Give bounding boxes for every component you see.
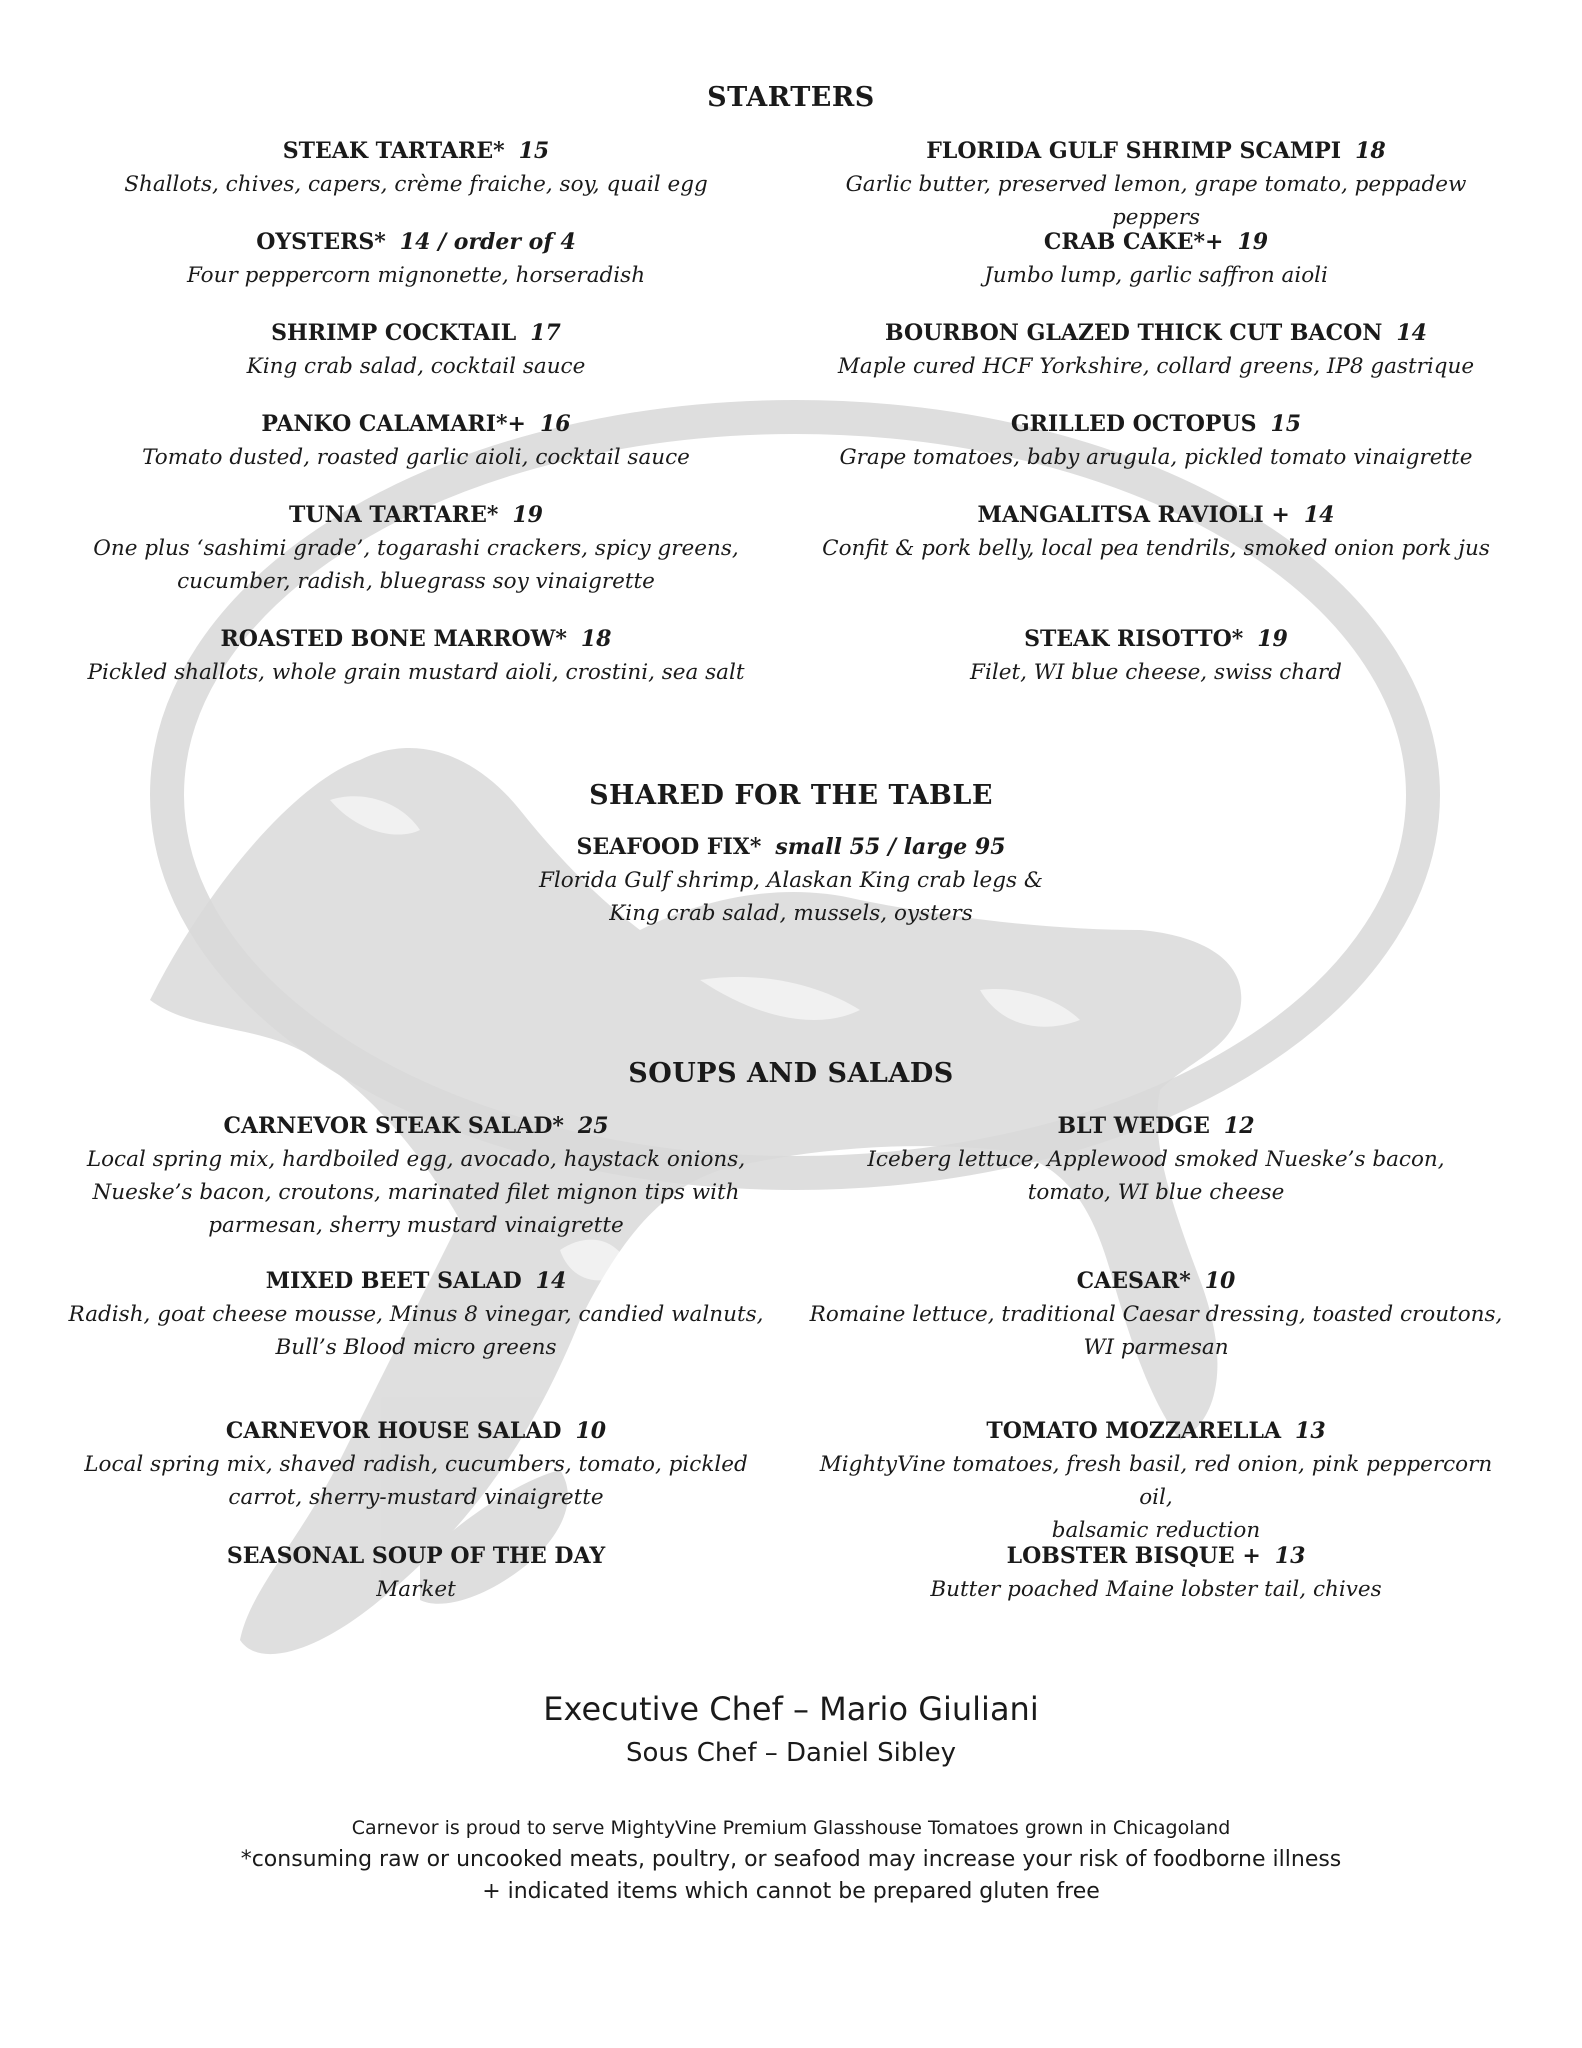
- item-price: 19: [512, 502, 543, 528]
- item-name: CRAB CAKE*+: [1043, 229, 1224, 255]
- item-name: CARNEVOR HOUSE SALAD: [225, 1418, 562, 1444]
- item-name: BOURBON GLAZED THICK CUT BACON: [885, 320, 1383, 346]
- menu-item-tuna-tartare: [66, 499, 766, 598]
- item-price: 25: [577, 1113, 609, 1139]
- footer-gluten-note: + indicated items which cannot be prepared gluten free: [482, 1879, 1100, 1904]
- item-description: balsamic reduction: [1051, 1518, 1261, 1543]
- item-price: 13: [1274, 1543, 1306, 1569]
- item-name: LOBSTER BISQUE +: [1006, 1543, 1261, 1569]
- item-description: Nueske’s bacon, croutons, marinated filet mignon tips with: [92, 1180, 740, 1205]
- item-description: Grape tomatoes, baby arugula, pickled tomato vinaigrette: [839, 445, 1473, 470]
- item-name: CAESAR*: [1076, 1268, 1191, 1294]
- item-name: ROASTED BONE MARROW*: [220, 626, 567, 652]
- item-description: Filet, WI blue cheese, swiss chard: [970, 660, 1342, 685]
- item-price: 17: [530, 320, 561, 346]
- item-price: 14 / order of 4: [399, 229, 576, 255]
- menu-item-seafood-fix: [391, 831, 1191, 930]
- item-description: parmesan, sherry mustard vinaigrette: [208, 1213, 624, 1238]
- menu-item-caesar: [806, 1265, 1506, 1364]
- item-description: Florida Gulf shrimp, Alaskan King crab legs &: [538, 868, 1044, 893]
- item-description: Local spring mix, hardboiled egg, avocado, haystack onions,: [86, 1147, 746, 1172]
- item-description: MightyVine tomatoes, fresh basil, red onion, pink peppercorn oil,: [819, 1452, 1493, 1510]
- sous-chef: Sous Chef – Daniel Sibley: [626, 1738, 956, 1768]
- menu-item-florida-gulf-shrimp-scampi: [806, 135, 1506, 234]
- item-name: BLT WEDGE: [1057, 1113, 1210, 1139]
- item-name: STEAK RISOTTO*: [1024, 626, 1244, 652]
- item-name: PANKO CALAMARI*+: [261, 411, 526, 437]
- item-name: FLORIDA GULF SHRIMP SCAMPI: [926, 138, 1342, 164]
- item-price: 14: [1303, 502, 1335, 528]
- item-description: cucumber, radish, bluegrass soy vinaigrette: [177, 569, 655, 594]
- item-price: 12: [1223, 1113, 1255, 1139]
- item-description: One plus ‘sashimi grade’, togarashi crackers, spicy greens,: [93, 536, 739, 561]
- item-price: 10: [1204, 1268, 1236, 1294]
- menu-item-roasted-bone-marrow: [66, 623, 766, 689]
- item-price: 19: [1257, 626, 1288, 652]
- footer-tomato-note: Carnevor is proud to serve MightyVine Premium Glasshouse Tomatoes grown in Chicagoland: [351, 1817, 1231, 1839]
- item-name: SEASONAL SOUP OF THE DAY: [226, 1543, 606, 1569]
- item-description: Garlic butter, preserved lemon, grape tomato, peppadew peppers: [845, 172, 1467, 230]
- item-description: Iceberg lettuce, Applewood smoked Nueske’s bacon,: [867, 1147, 1445, 1172]
- item-name: STEAK TARTARE*: [282, 138, 505, 164]
- item-description: Butter poached Maine lobster tail, chives: [930, 1577, 1382, 1602]
- item-name: SHRIMP COCKTAIL: [271, 320, 517, 346]
- footer-consumption-warning: *consuming raw or uncooked meats, poultry, or seafood may increase your risk of foodborne illness: [240, 1847, 1342, 1872]
- item-name: MIXED BEET SALAD: [265, 1268, 522, 1294]
- menu-item-crab-cake: [806, 226, 1506, 292]
- item-name: CARNEVOR STEAK SALAD*: [223, 1113, 564, 1139]
- item-description: Shallots, chives, capers, crème fraiche, soy, quail egg: [124, 172, 708, 197]
- item-price: 15: [518, 138, 550, 164]
- menu-item-steak-risotto: [806, 623, 1506, 689]
- menu-item-bourbon-glazed-thick-cut-bacon: [806, 317, 1506, 383]
- starters-heading: STARTERS: [707, 82, 875, 113]
- item-description: WI parmesan: [1083, 1335, 1229, 1360]
- item-description: carrot, sherry-mustard vinaigrette: [228, 1485, 604, 1510]
- item-price: 14: [1396, 320, 1427, 346]
- menu-item-carnevor-house-salad: [66, 1415, 766, 1514]
- menu-item-grilled-octopus: [806, 408, 1506, 474]
- item-name: MANGALITSA RAVIOLI +: [977, 502, 1290, 528]
- item-description: Maple cured HCF Yorkshire, collard greens, IP8 gastrique: [837, 354, 1475, 379]
- menu-item-mixed-beet-salad: [66, 1265, 766, 1364]
- item-name: TUNA TARTARE*: [289, 502, 499, 528]
- item-price: small 55 / large 95: [775, 834, 1006, 860]
- item-description: tomato, WI blue cheese: [1027, 1180, 1285, 1205]
- item-price: 16: [539, 411, 571, 437]
- item-name: TOMATO MOZZARELLA: [986, 1418, 1282, 1444]
- item-price: 18: [580, 626, 612, 652]
- item-description: King crab salad, mussels, oysters: [609, 901, 973, 926]
- menu-item-panko-calamari: [66, 408, 766, 474]
- menu-item-steak-tartare: [66, 135, 766, 201]
- item-price: 19: [1237, 229, 1269, 255]
- menu-item-seasonal-soup-of-the-day: [66, 1540, 766, 1606]
- item-name: OYSTERS*: [256, 229, 386, 255]
- item-description: Radish, goat cheese mousse, Minus 8 vinegar, candied walnuts,: [68, 1302, 764, 1327]
- menu-item-tomato-mozzarella: [806, 1415, 1506, 1547]
- item-description: Bull’s Blood micro greens: [275, 1335, 557, 1360]
- executive-chef: Executive Chef – Mario Giuliani: [543, 1690, 1039, 1728]
- item-description: Jumbo lump, garlic saffron aioli: [984, 263, 1328, 288]
- item-price: 18: [1355, 138, 1386, 164]
- item-price: 14: [535, 1268, 567, 1294]
- item-price: 15: [1270, 411, 1302, 437]
- item-description: Confit & pork belly, local pea tendrils, smoked onion pork jus: [822, 536, 1490, 561]
- item-name: GRILLED OCTOPUS: [1010, 411, 1257, 437]
- menu-item-lobster-bisque: [806, 1540, 1506, 1606]
- item-price: 10: [575, 1418, 607, 1444]
- menu-item-oysters: [66, 226, 766, 292]
- item-description: Romaine lettuce, traditional Caesar dressing, toasted croutons,: [809, 1302, 1503, 1327]
- item-description: King crab salad, cocktail sauce: [246, 354, 586, 379]
- soups-heading: SOUPS AND SALADS: [628, 1058, 954, 1089]
- shared-heading: SHARED FOR THE TABLE: [589, 780, 993, 811]
- menu-item-mangalitsa-ravioli: [806, 499, 1506, 565]
- item-name: SEAFOOD FIX*: [576, 834, 762, 860]
- item-price: 13: [1295, 1418, 1326, 1444]
- item-description: Pickled shallots, whole grain mustard aioli, crostini, sea salt: [87, 660, 745, 685]
- item-description: Local spring mix, shaved radish, cucumbers, tomato, pickled: [84, 1452, 748, 1477]
- menu-item-carnevor-steak-salad: [66, 1110, 766, 1242]
- menu-item-blt-wedge: [806, 1110, 1506, 1209]
- menu-item-shrimp-cocktail: [66, 317, 766, 383]
- item-description: Four peppercorn mignonette, horseradish: [186, 263, 646, 288]
- item-description: Tomato dusted, roasted garlic aioli, cocktail sauce: [142, 445, 690, 470]
- item-description: Market: [376, 1577, 456, 1602]
